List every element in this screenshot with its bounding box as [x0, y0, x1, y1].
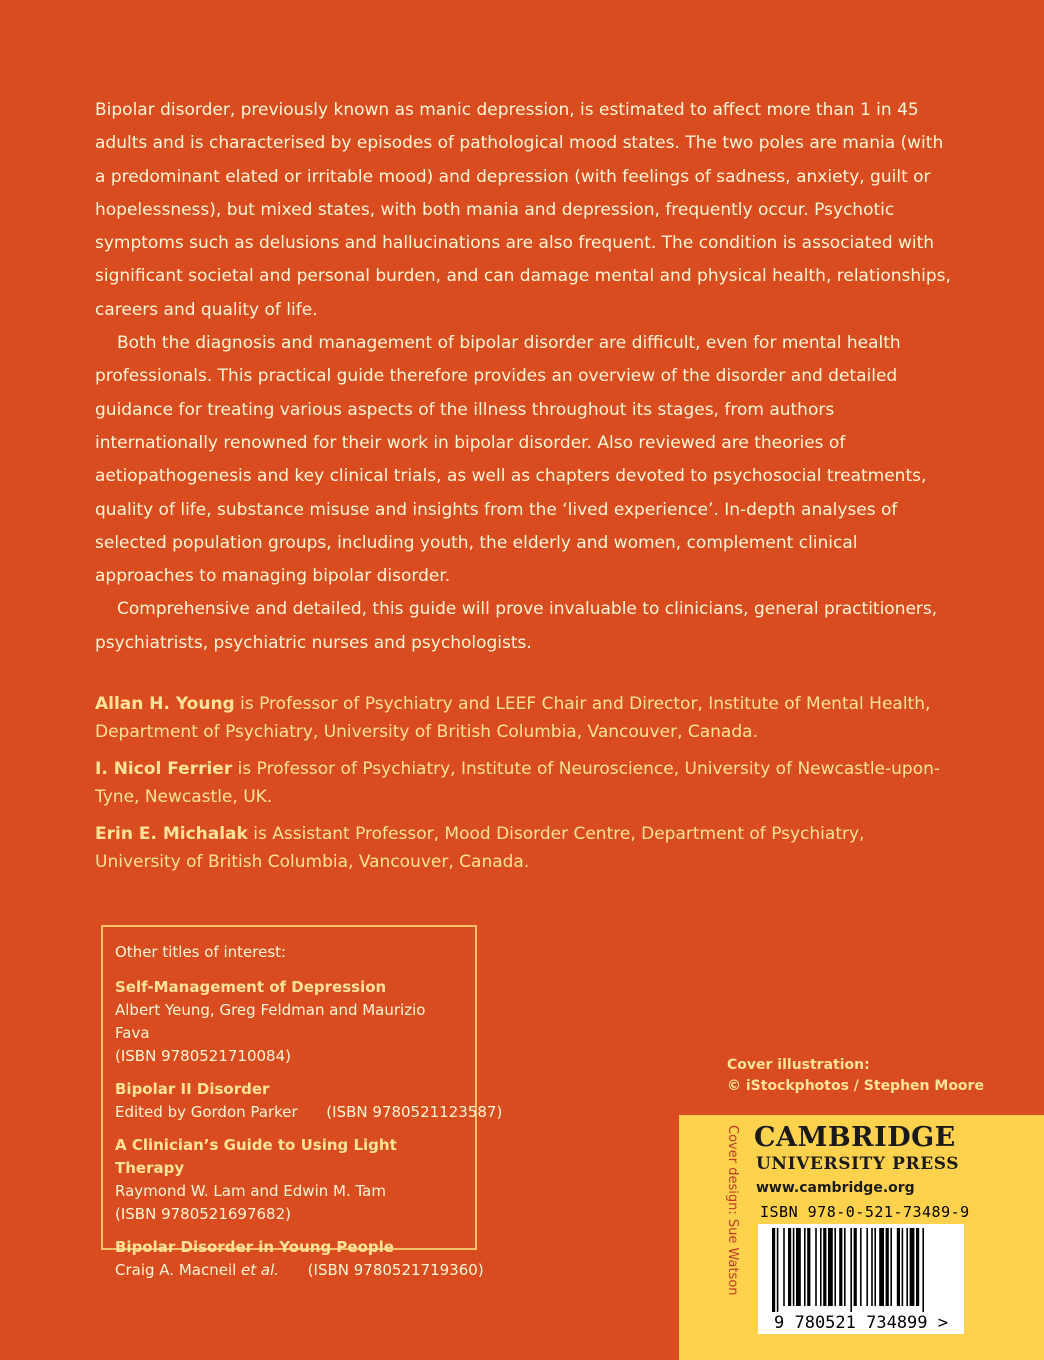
book-authors-etal: et al. [241, 1261, 280, 1279]
book-title: A Clinician’s Guide to Using Light Therapy [115, 1136, 397, 1177]
barcode-bar [807, 1228, 810, 1306]
publisher-logo-sub: UNIVERSITY PRESS [756, 1154, 960, 1174]
book-isbn: (ISBN 9780521719360) [279, 1261, 484, 1279]
barcode-bar [916, 1228, 919, 1306]
barcode-bar [815, 1228, 817, 1306]
barcode-bar [783, 1228, 785, 1306]
barcode-bar [871, 1228, 873, 1306]
cover-design-credit: Cover design: Sue Watson [725, 1125, 740, 1296]
book-authors: Raymond W. Lam and Edwin M. Tam [115, 1182, 386, 1200]
book-authors-text: Craig A. Macneil [115, 1261, 242, 1279]
book-entry [115, 1078, 503, 1124]
barcode-bar [860, 1228, 862, 1306]
barcode-bar [777, 1228, 779, 1312]
barcode-bar [910, 1228, 915, 1306]
author-description: is Assistant Professor, Mood Disorder Centre, Department of Psychiatry, University of British Columbia, Vancouver, Canada. [95, 824, 865, 872]
book-title: Bipolar Disorder in Young People [115, 1238, 394, 1256]
barcode-bar [886, 1228, 889, 1306]
description-paragraph-2: Both the diagnosis and management of bipolar disorder are difficult, even for mental health professionals. This practical guide therefore provides an overview of the disorder and detailed guidance for treating various aspects of the illness throughout its stages, from authors internationally renowned for their work in bipolar disorder. Also reviewed are theories of aetiopathogenesis and key clinical trials, as well as chapters devoted to psychosocial treatments, quality of life, substance misuse and insights from the ‘lived experience’. In-depth analyses of selected population groups, including youth, the elderly and women, complement clinical approaches to managing bipolar disorder. [95, 333, 927, 587]
barcode-bar [922, 1228, 924, 1312]
author-name: I. Nicol Ferrier [95, 759, 233, 779]
author-description: is Professor of Psychiatry, Institute of Neuroscience, University of Newcastle-upon-Tyne, Newcastle, UK. [95, 759, 941, 807]
book-authors: Albert Yeung, Greg Feldman and Maurizio Fava [115, 1001, 426, 1042]
barcode-bar [828, 1228, 833, 1306]
book-entry [115, 1134, 463, 1226]
barcode-graphic [758, 1224, 964, 1334]
book-description [95, 94, 955, 660]
barcode-bar [793, 1228, 795, 1306]
publisher-logo-name: CAMBRIDGE [754, 1122, 956, 1153]
barcode-bar [804, 1228, 806, 1306]
author-bio [95, 755, 955, 811]
book-isbn: (ISBN 9780521710084) [115, 1047, 291, 1065]
isbn-label: ISBN 978-0-521-73489-9 [760, 1203, 970, 1221]
barcode [758, 1224, 964, 1334]
other-titles-heading: Other titles of interest: [115, 943, 287, 961]
book-entry [115, 1236, 484, 1282]
author-name: Allan H. Young [95, 694, 235, 714]
barcode-bar [834, 1228, 836, 1306]
book-title: Bipolar II Disorder [115, 1080, 270, 1098]
barcode-bar [902, 1228, 904, 1306]
barcode-bar [844, 1228, 846, 1306]
book-isbn: (ISBN 9780521697682) [115, 1205, 291, 1223]
book-title: Self-Management of Depression [115, 978, 387, 996]
barcode-bar [850, 1228, 852, 1312]
publisher-url: www.cambridge.org [756, 1180, 915, 1196]
barcode-bar [772, 1228, 775, 1312]
credit-source: © iStockphotos / Stephen Moore [727, 1078, 984, 1094]
book-authors: Edited by Gordon Parker (ISBN 9780521123587) [115, 1103, 503, 1121]
barcode-bar [890, 1228, 892, 1306]
description-paragraph-3: Comprehensive and detailed, this guide will prove invaluable to clinicians, general practitioners, psychiatrists, psychiatric nurses and psychologists. [95, 599, 938, 653]
credit-label: Cover illustration: [727, 1057, 870, 1073]
barcode-bar [823, 1228, 826, 1306]
barcode-bar [897, 1228, 900, 1306]
barcode-bar [820, 1228, 822, 1306]
barcode-bar [796, 1228, 801, 1306]
barcode-bar [788, 1228, 791, 1306]
barcode-bar [906, 1228, 908, 1306]
author-name: Erin E. Michalak [95, 824, 248, 844]
barcode-digits: 9 780521 734899 > [774, 1313, 948, 1333]
other-titles-box [101, 925, 503, 1279]
barcode-bar [866, 1228, 868, 1306]
cover-illustration-credit [727, 1055, 984, 1097]
author-description: is Professor of Psychiatry and LEEF Chair and Director, Institute of Mental Health, Department of Psychiatry, University of British Columbia, Vancouver, Canada. [95, 694, 931, 742]
book-entry [115, 976, 463, 1068]
author-bio [95, 820, 955, 876]
author-bio [95, 690, 955, 746]
description-paragraph-1: Bipolar disorder, previously known as manic depression, is estimated to affect more than 1 in 45 adults and is characterised by episodes of pathological mood states. The two poles are mania (with a predominant elated or irritable mood) and depression (with feelings of sadness, anxiety, guilt or hopelessness), but mixed states, with both mania and depression, frequently occur. Psychotic symptoms such as delusions and hallucinations are also frequent. The condition is associated with significant societal and personal burden, and can damage mental and physical health, relationships, careers and quality of life. [95, 100, 951, 320]
barcode-bar [874, 1228, 876, 1306]
book-authors [115, 1259, 484, 1282]
barcode-bar [879, 1228, 884, 1306]
barcode-bar [854, 1228, 857, 1306]
barcode-bar [839, 1228, 842, 1306]
author-bios [95, 690, 955, 885]
